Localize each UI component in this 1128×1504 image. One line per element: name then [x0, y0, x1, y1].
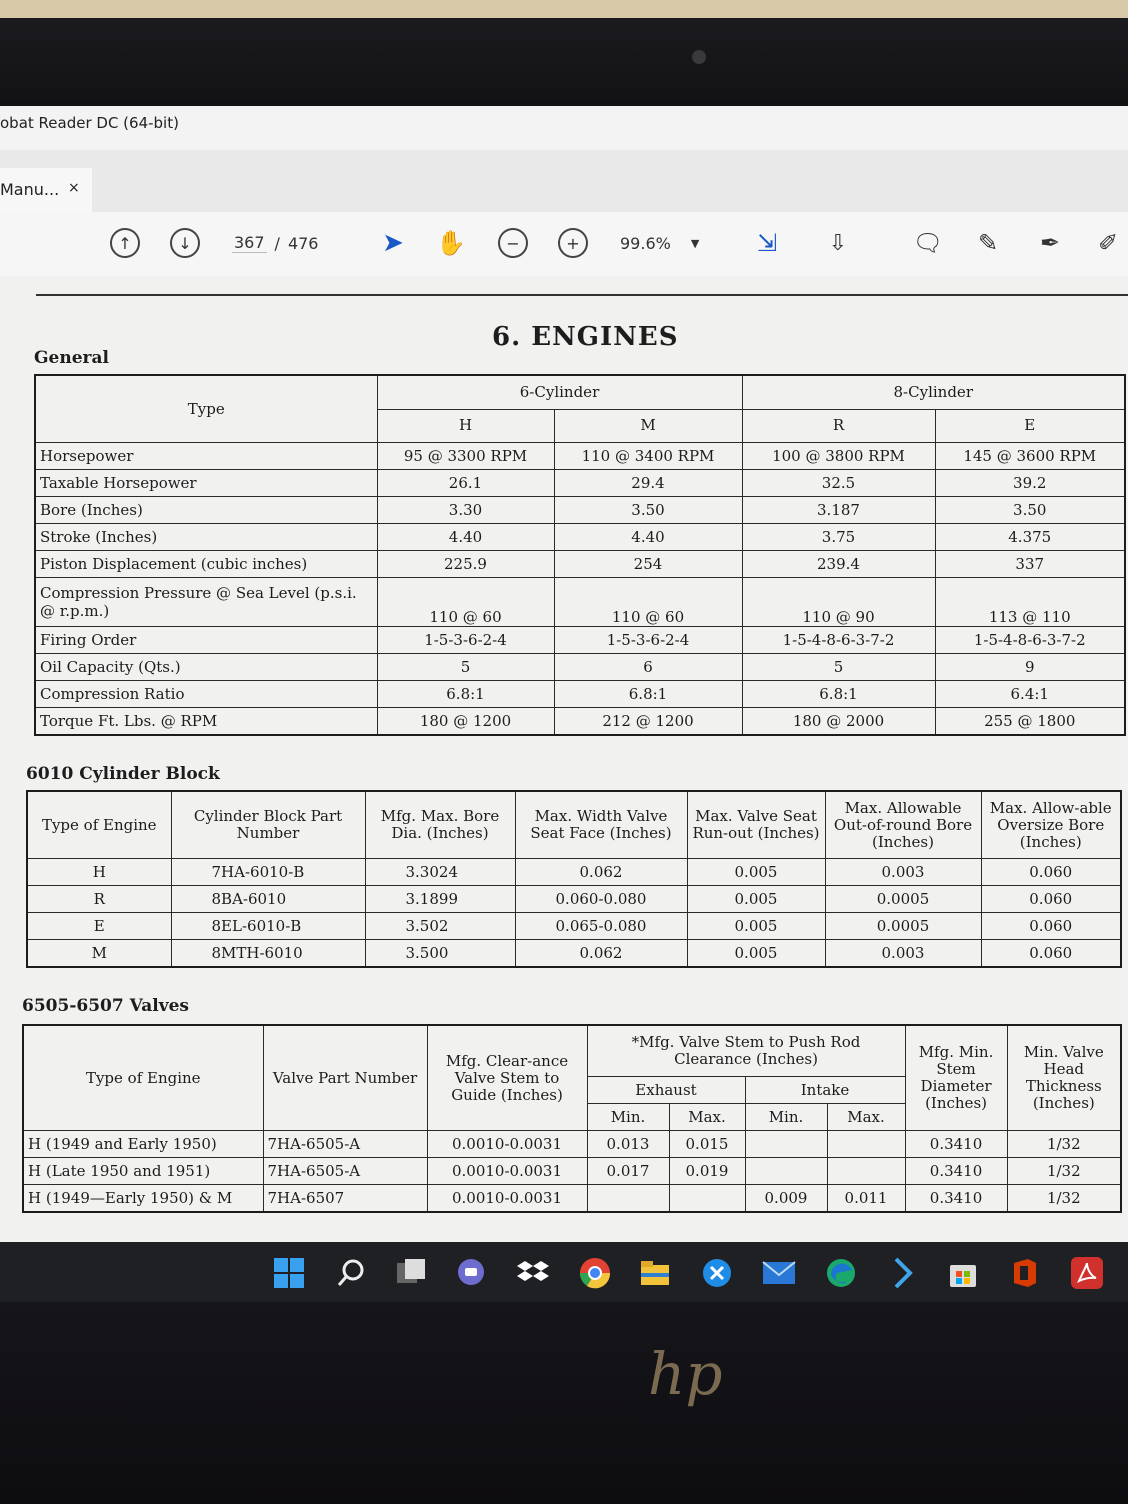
table-cell: M [27, 940, 171, 968]
comment-icon: 🗨 [912, 229, 944, 257]
pdf-page [0, 276, 1128, 1242]
cylinder-block-body [27, 859, 1121, 968]
mail-icon[interactable] [762, 1256, 796, 1290]
table-cell: 3.50 [935, 497, 1125, 524]
fit-page-icon: ⇲ [756, 229, 778, 257]
comment-button[interactable] [910, 226, 946, 260]
table-cell: 110 @ 60 [554, 578, 742, 627]
general-table-body [35, 443, 1125, 736]
column-header: Max. Width Valve Seat Face (Inches) [515, 791, 687, 859]
table-cell: 4.40 [554, 524, 742, 551]
table-cell: 0.062 [515, 940, 687, 968]
hand-icon: ✋ [436, 229, 466, 257]
table-cell: 3.3024 [365, 859, 515, 886]
table-cell: 5 [377, 654, 554, 681]
column-header: Max. Allow-able Oversize Bore (Inches) [981, 791, 1121, 859]
page-total: 476 [287, 233, 319, 253]
column-header: Mfg. Max. Bore Dia. (Inches) [365, 791, 515, 859]
table-row [35, 524, 1125, 551]
row-label: Compression Pressure @ Sea Level (p.s.i. @ r.p.m.) [35, 578, 377, 627]
head-thickness-header: Min. Valve Head Thickness (Inches) [1007, 1025, 1121, 1131]
table-cell: 7HA-6010-B [171, 859, 365, 886]
table-cell: 1-5-3-6-2-4 [377, 627, 554, 654]
engine-header: R [742, 409, 935, 443]
table-cell: 95 @ 3300 RPM [377, 443, 554, 470]
table-row [23, 1158, 1121, 1185]
table-cell: 239.4 [742, 551, 935, 578]
table-cell: 8MTH-6010 [171, 940, 365, 968]
table-cell: 6.8:1 [554, 681, 742, 708]
table-row [35, 654, 1125, 681]
table-row [35, 681, 1125, 708]
table-cell: 113 @ 110 [935, 578, 1125, 627]
table-cell: 0.0010-0.0031 [427, 1131, 587, 1158]
table-cell: 212 @ 1200 [554, 708, 742, 736]
file-explorer-icon[interactable] [638, 1256, 672, 1290]
table-cell [745, 1131, 827, 1158]
intake-max-header: Max. [827, 1104, 905, 1131]
acrobat-icon[interactable] [1070, 1256, 1104, 1290]
table-cell: 8BA-6010 [171, 886, 365, 913]
valves-table [22, 1024, 1122, 1213]
pen-icon: ✎ [977, 229, 999, 257]
window-title: obat Reader DC (64-bit) [0, 114, 179, 132]
table-row [35, 551, 1125, 578]
table-cell: 0.3410 [905, 1158, 1007, 1185]
table-cell: 0.003 [825, 859, 981, 886]
tab-label: Manu... [0, 180, 60, 199]
table-cell: R [27, 886, 171, 913]
intake-header: Intake [745, 1077, 905, 1104]
table-cell: 6.8:1 [377, 681, 554, 708]
section-label-general: General [34, 348, 109, 368]
select-tool-button[interactable] [376, 226, 410, 260]
exhaust-max-header: Max. [669, 1104, 745, 1131]
section-label-cylinder-block: 6010 Cylinder Block [26, 764, 220, 784]
arrow-up-icon: ↑ [110, 228, 140, 258]
exhaust-min-header: Min. [587, 1104, 669, 1131]
table-cell: 1/32 [1007, 1158, 1121, 1185]
table-row [23, 1131, 1121, 1158]
column-header: Type of Engine [27, 791, 171, 859]
scroll-mode-button[interactable] [820, 226, 856, 260]
hand-tool-button[interactable] [434, 226, 468, 260]
table-cell: 180 @ 2000 [742, 708, 935, 736]
valve-type-header: Type of Engine [23, 1025, 263, 1131]
chevron-down-icon: ▼ [690, 236, 700, 250]
table-cell: 0.009 [745, 1185, 827, 1213]
chrome-icon[interactable] [578, 1256, 612, 1290]
table-cell: 32.5 [742, 470, 935, 497]
windows-start-icon[interactable] [272, 1256, 306, 1290]
table-row [35, 708, 1125, 736]
table-cell: 0.065-0.080 [515, 913, 687, 940]
fill-sign-button[interactable] [1090, 226, 1126, 260]
valve-clearance-header: Mfg. Clear-ance Valve Stem to Guide (Inches) [427, 1025, 587, 1131]
table-cell: 7HA-6505-A [263, 1158, 427, 1185]
column-header: Max. Allowable Out-of-round Bore (Inches) [825, 791, 981, 859]
table-cell [587, 1185, 669, 1213]
table-cell: 0.019 [669, 1158, 745, 1185]
table-cell: 0.005 [687, 886, 825, 913]
table-row [23, 1185, 1121, 1213]
row-label: Stroke (Inches) [35, 524, 377, 551]
search-icon[interactable] [334, 1256, 368, 1290]
table-cell: 1-5-3-6-2-4 [554, 627, 742, 654]
edit-document-icon: ✐ [1097, 229, 1119, 257]
table-cell: 0.005 [687, 913, 825, 940]
intake-min-header: Min. [745, 1104, 827, 1131]
table-cell: 0.0005 [825, 913, 981, 940]
cursor-arrow-icon: ➤ [382, 228, 404, 258]
table-cell: H (1949 and Early 1950) [23, 1131, 263, 1158]
highlight-button[interactable] [970, 226, 1006, 260]
row-label: Oil Capacity (Qts.) [35, 654, 377, 681]
table-cell: 225.9 [377, 551, 554, 578]
laptop-bezel-top [0, 0, 1128, 106]
app-icon[interactable] [700, 1256, 734, 1290]
background-wall [0, 0, 1128, 18]
table-cell: 110 @ 60 [377, 578, 554, 627]
table-row [27, 913, 1121, 940]
page-separator: / [274, 233, 280, 253]
table-cell: 1/32 [1007, 1185, 1121, 1213]
table-cell: 3.187 [742, 497, 935, 524]
edge-icon[interactable] [824, 1256, 858, 1290]
table-row [35, 470, 1125, 497]
table-cell [827, 1158, 905, 1185]
row-label: Taxable Horsepower [35, 470, 377, 497]
table-cell: 7HA-6505-A [263, 1131, 427, 1158]
tab-bar [0, 150, 1128, 212]
table-cell: 26.1 [377, 470, 554, 497]
push-rod-header: *Mfg. Valve Stem to Push Rod Clearance (Inches) [587, 1025, 905, 1077]
zoom-in-button[interactable] [556, 226, 590, 260]
table-cell [669, 1185, 745, 1213]
table-cell: 110 @ 3400 RPM [554, 443, 742, 470]
task-view-icon[interactable] [394, 1256, 428, 1290]
page-navigator [232, 226, 328, 260]
table-cell: 337 [935, 551, 1125, 578]
webcam [692, 50, 706, 64]
prev-page-button[interactable] [108, 226, 142, 260]
table-cell: 3.1899 [365, 886, 515, 913]
table-cell: 1-5-4-8-6-3-7-2 [742, 627, 935, 654]
plus-icon: + [558, 228, 588, 258]
table-cell: 0.005 [687, 940, 825, 968]
table-cell: 3.75 [742, 524, 935, 551]
table-cell: 7HA-6507 [263, 1185, 427, 1213]
table-cell: 3.50 [554, 497, 742, 524]
cylinder-block-header-row [27, 791, 1121, 859]
laptop-bezel-bottom [0, 1302, 1128, 1504]
row-label: Firing Order [35, 627, 377, 654]
table-cell: 0.003 [825, 940, 981, 968]
eight-cylinder-header: 8-Cylinder [742, 375, 1125, 409]
table-cell: H [27, 859, 171, 886]
table-cell: 8EL-6010-B [171, 913, 365, 940]
exhaust-header: Exhaust [587, 1077, 745, 1104]
table-row [35, 578, 1125, 627]
table-cell: 110 @ 90 [742, 578, 935, 627]
table-cell: 0.062 [515, 859, 687, 886]
window-titlebar [0, 106, 1128, 150]
row-label: Compression Ratio [35, 681, 377, 708]
table-cell: 3.500 [365, 940, 515, 968]
windows-taskbar [0, 1242, 1128, 1302]
table-cell: 0.060 [981, 940, 1121, 968]
scroll-icon: ⇩ [828, 230, 848, 256]
table-cell: 4.40 [377, 524, 554, 551]
table-cell: H (Late 1950 and 1951) [23, 1158, 263, 1185]
table-cell: 4.375 [935, 524, 1125, 551]
table-cell: 100 @ 3800 RPM [742, 443, 935, 470]
page-title: 6. ENGINES [492, 322, 679, 352]
engine-header: H [377, 409, 554, 443]
table-cell: 0.013 [587, 1131, 669, 1158]
page-fit-button[interactable] [742, 226, 792, 260]
table-cell: 0.0010-0.0031 [427, 1158, 587, 1185]
header-rule [36, 294, 1128, 296]
hp-logo: hp [648, 1340, 723, 1408]
table-cell: E [27, 913, 171, 940]
table-row [35, 497, 1125, 524]
table-cell: 0.0005 [825, 886, 981, 913]
table-cell: 180 @ 1200 [377, 708, 554, 736]
app-icon-2[interactable] [886, 1256, 920, 1290]
section-label-valves: 6505-6507 Valves [22, 996, 189, 1016]
cylinder-block-table [26, 790, 1122, 968]
page-number-input[interactable]: 367 [234, 233, 265, 252]
table-cell: 145 @ 3600 RPM [935, 443, 1125, 470]
table-cell: 0.015 [669, 1131, 745, 1158]
table-cell: 29.4 [554, 470, 742, 497]
table-row [27, 859, 1121, 886]
table-cell: 0.3410 [905, 1131, 1007, 1158]
table-cell: 6.4:1 [935, 681, 1125, 708]
table-cell: 9 [935, 654, 1125, 681]
table-row [27, 886, 1121, 913]
row-label: Piston Displacement (cubic inches) [35, 551, 377, 578]
type-header: Type [35, 375, 377, 443]
acrobat-toolbar [0, 212, 1128, 277]
table-cell: 0.060 [981, 913, 1121, 940]
zoom-value: 99.6% [620, 233, 671, 253]
next-page-button[interactable] [168, 226, 202, 260]
engine-header: M [554, 409, 742, 443]
table-cell: 0.011 [827, 1185, 905, 1213]
table-cell [827, 1131, 905, 1158]
table-cell: 5 [742, 654, 935, 681]
sign-button[interactable] [1032, 226, 1068, 260]
office-icon[interactable] [1008, 1256, 1042, 1290]
screen [0, 106, 1128, 1242]
valve-part-header: Valve Part Number [263, 1025, 427, 1131]
table-cell: 1/32 [1007, 1131, 1121, 1158]
table-cell: 255 @ 1800 [935, 708, 1125, 736]
column-header: Cylinder Block Part Number [171, 791, 365, 859]
store-icon[interactable] [946, 1256, 980, 1290]
stem-diameter-header: Mfg. Min. Stem Diameter (Inches) [905, 1025, 1007, 1131]
table-cell: 254 [554, 551, 742, 578]
engine-header: E [935, 409, 1125, 443]
table-cell: 1-5-4-8-6-3-7-2 [935, 627, 1125, 654]
general-specs-table [34, 374, 1126, 736]
table-cell: 0.060 [981, 859, 1121, 886]
arrow-down-icon: ↓ [170, 228, 200, 258]
minus-icon: − [498, 228, 528, 258]
table-cell: H (1949—Early 1950) & M [23, 1185, 263, 1213]
valves-body [23, 1131, 1121, 1213]
zoom-out-button[interactable] [496, 226, 530, 260]
row-label: Torque Ft. Lbs. @ RPM [35, 708, 377, 736]
table-cell: 0.3410 [905, 1185, 1007, 1213]
row-label: Bore (Inches) [35, 497, 377, 524]
table-cell: 3.30 [377, 497, 554, 524]
table-cell: 0.060 [981, 886, 1121, 913]
table-cell: 6 [554, 654, 742, 681]
dropbox-icon[interactable] [516, 1256, 550, 1290]
table-cell: 3.502 [365, 913, 515, 940]
teams-chat-icon[interactable] [454, 1256, 488, 1290]
row-label: Horsepower [35, 443, 377, 470]
table-cell: 0.017 [587, 1158, 669, 1185]
table-cell: 0.060-0.080 [515, 886, 687, 913]
table-row [35, 443, 1125, 470]
table-cell: 39.2 [935, 470, 1125, 497]
table-row [35, 627, 1125, 654]
table-cell [745, 1158, 827, 1185]
column-header: Max. Valve Seat Run-out (Inches) [687, 791, 825, 859]
table-cell: 0.005 [687, 859, 825, 886]
tab-close-icon[interactable]: × [68, 180, 80, 196]
document-tab[interactable] [0, 168, 92, 212]
table-row [27, 940, 1121, 968]
zoom-dropdown[interactable] [620, 226, 716, 260]
table-cell: 6.8:1 [742, 681, 935, 708]
six-cylinder-header: 6-Cylinder [377, 375, 742, 409]
table-cell: 0.0010-0.0031 [427, 1185, 587, 1213]
signature-icon: ✒ [1039, 229, 1061, 257]
